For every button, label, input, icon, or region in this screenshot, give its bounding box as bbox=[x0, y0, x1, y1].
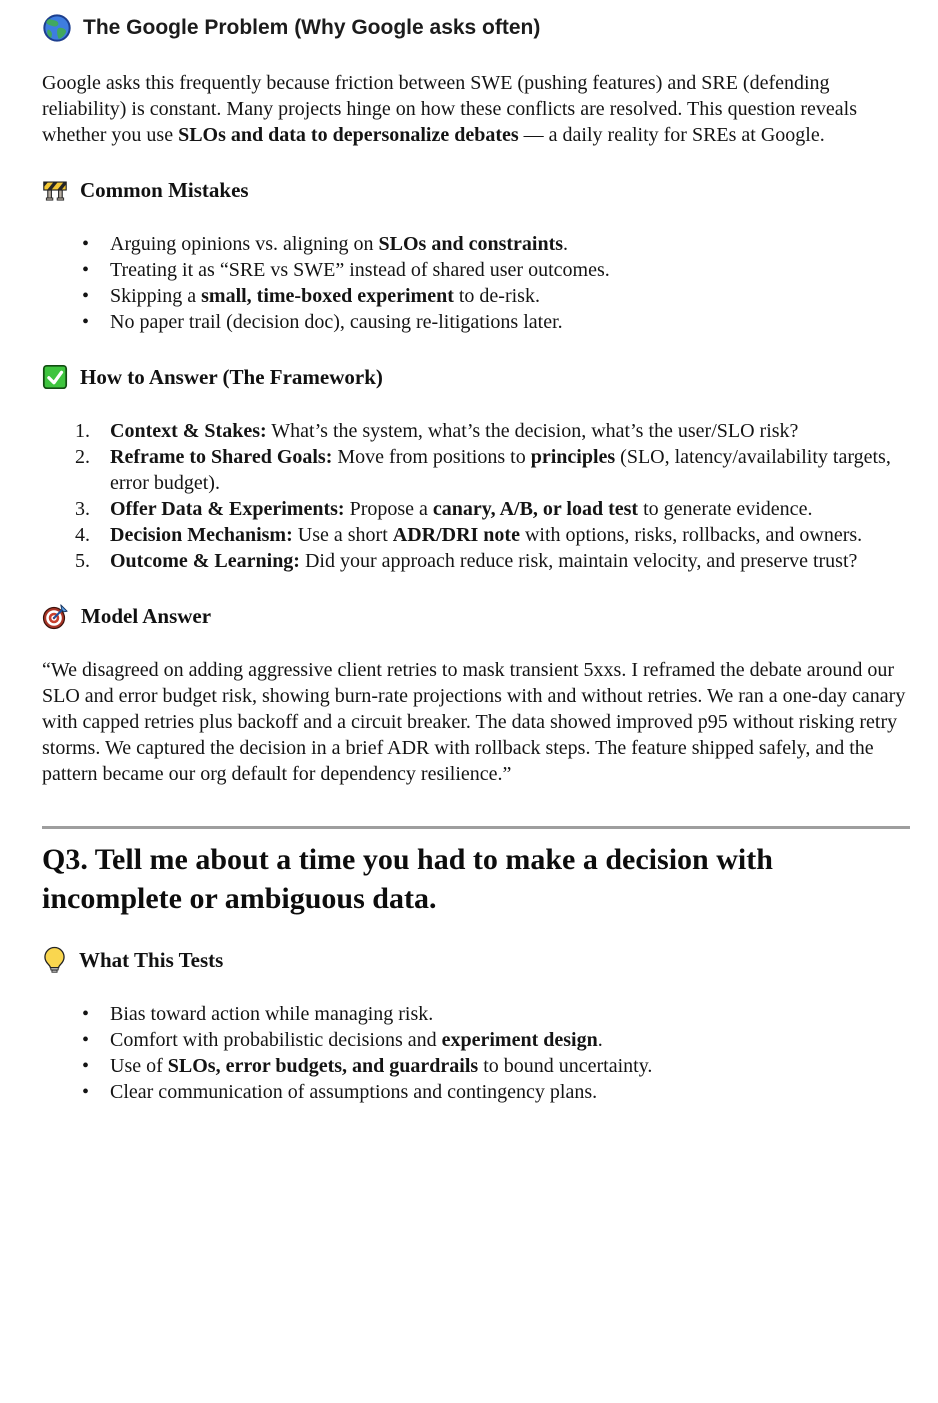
check-mark-icon bbox=[42, 364, 68, 390]
list-item: Decision Mechanism: Use a short ADR/DRI note with options, risks, rollbacks, and owners. bbox=[110, 524, 863, 546]
construction-barrier-icon bbox=[42, 177, 68, 203]
list-item: • Clear communication of assumptions and contingency plans. bbox=[42, 1079, 910, 1105]
section-title: How to Answer (The Framework) bbox=[80, 364, 383, 389]
section-title: Common Mistakes bbox=[80, 177, 249, 202]
section-title: Model Answer bbox=[81, 603, 212, 628]
common-mistakes-list bbox=[42, 231, 910, 335]
list-item: Context & Stakes: What’s the system, what’s the decision, what’s the user/SLO risk? bbox=[110, 420, 799, 442]
section-divider bbox=[42, 826, 910, 829]
model-answer-paragraph: “We disagreed on adding aggressive client retries to mask transient 5xxs. I reframed the debate around our SLO and error budget risk, showing burn-rate projections with and without retries. We ran a one-day canary with capped retries plus backoff and a circuit breaker. The data showed improved p95 without risking retry storms. We captured the decision in a brief ADR with rollback steps. The feature shipped safely, and the pattern became our org default for dependency resilience.” bbox=[42, 659, 906, 785]
section-heading-model-answer bbox=[42, 601, 910, 631]
question-title: Q3. Tell me about a time you had to make a decision with incomplete or ambiguous data. bbox=[42, 843, 773, 915]
list-item: • Bias toward action while managing risk. bbox=[42, 1001, 910, 1027]
section-heading-google-problem bbox=[42, 12, 910, 44]
list-item: Reframe to Shared Goals: Move from positions to principles (SLO, latency/availability targets, error budget). bbox=[110, 446, 891, 494]
section-title: The Google Problem (Why Google asks often) bbox=[83, 16, 541, 39]
globe-icon bbox=[42, 13, 72, 43]
list-item: • Comfort with probabilistic decisions and experiment design. bbox=[42, 1027, 910, 1053]
target-icon bbox=[42, 603, 69, 630]
section-title: What This Tests bbox=[79, 947, 224, 972]
list-item: • Treating it as “SRE vs SWE” instead of shared user outcomes. bbox=[42, 257, 910, 283]
google-problem-paragraph: Google asks this frequently because friction between SWE (pushing features) and SRE (defending reliability) is constant. Many projects hinge on how these conflicts are resolved. This question reveals whether you use SLOs and data to depersonalize debates — a daily reality for SREs at Google. bbox=[42, 72, 857, 146]
list-item: • Arguing opinions vs. aligning on SLOs and constraints. bbox=[42, 231, 910, 257]
list-item: • Use of SLOs, error budgets, and guardrails to bound uncertainty. bbox=[42, 1053, 910, 1079]
section-heading-how-to-answer bbox=[42, 362, 910, 392]
list-item: Outcome & Learning: Did your approach reduce risk, maintain velocity, and preserve trust? bbox=[110, 550, 858, 572]
what-this-tests-list bbox=[42, 1001, 910, 1105]
section-heading-common-mistakes bbox=[42, 175, 910, 205]
list-item: Offer Data & Experiments: Propose a canary, A/B, or load test to generate evidence. bbox=[110, 498, 813, 520]
light-bulb-icon bbox=[42, 946, 67, 974]
how-to-answer-list bbox=[42, 418, 910, 574]
list-item: • No paper trail (decision doc), causing re-litigations later. bbox=[42, 309, 910, 335]
list-item: • Skipping a small, time-boxed experiment to de-risk. bbox=[42, 283, 910, 309]
section-heading-what-this-tests bbox=[42, 945, 910, 975]
